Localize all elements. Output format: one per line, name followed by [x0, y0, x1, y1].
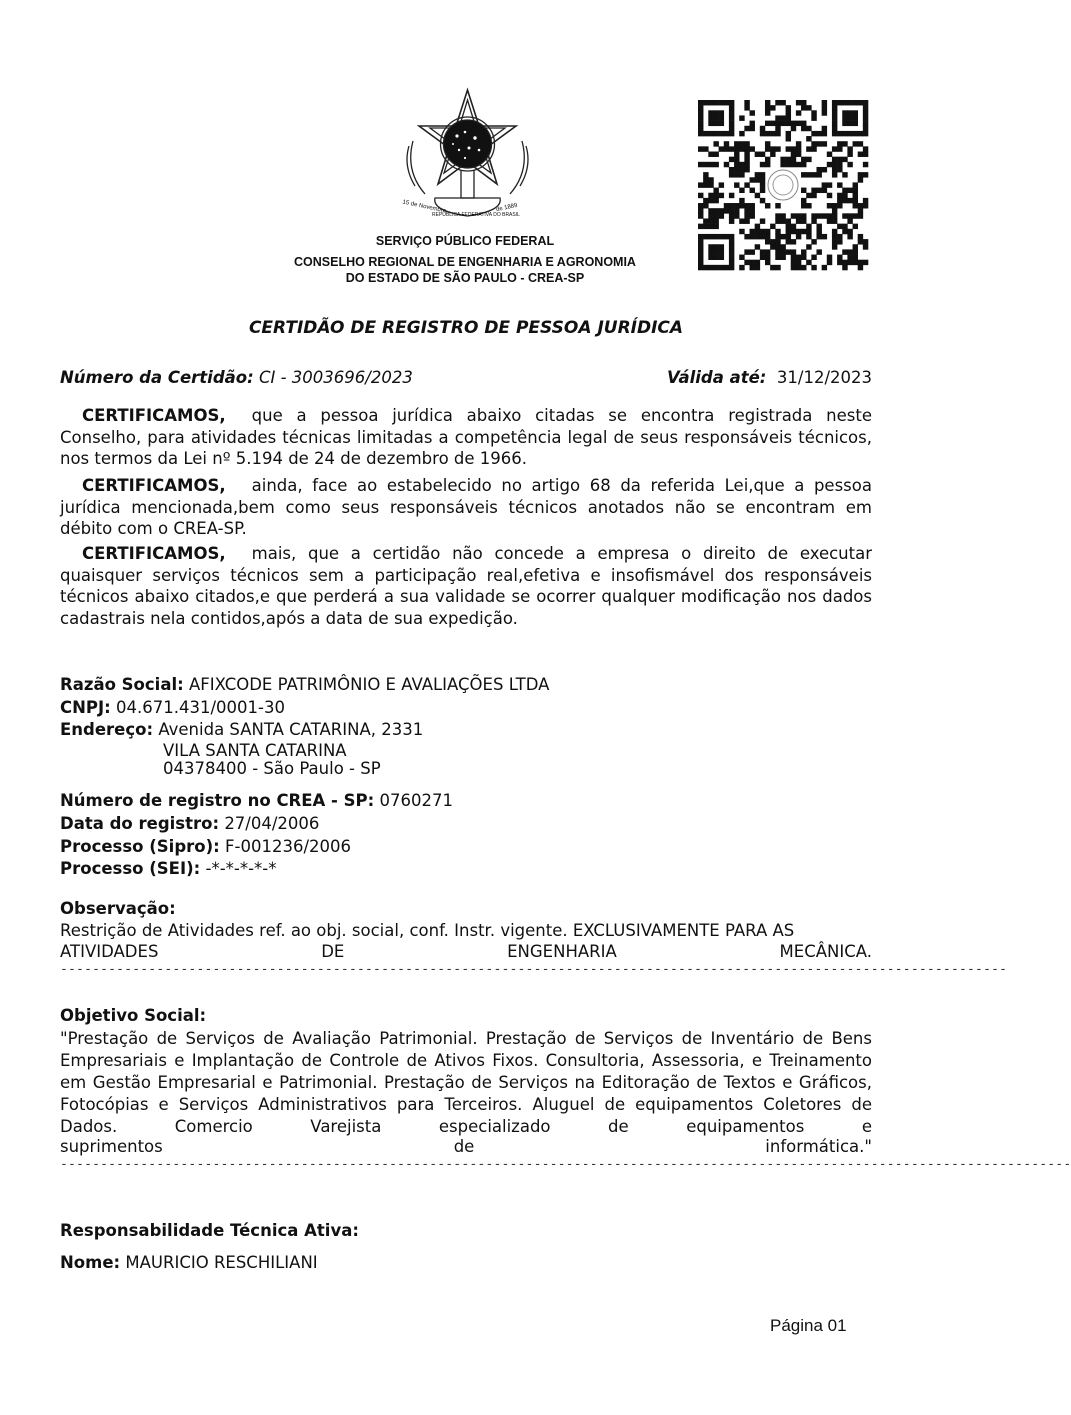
endereco-line2: VILA SANTA CATARINA: [163, 741, 347, 760]
observacao-line2: [60, 941, 872, 963]
cnpj-label: CNPJ:: [60, 698, 111, 717]
header-service: SERVIÇO PÚBLICO FEDERAL: [375, 234, 555, 248]
razao-social: [60, 674, 549, 696]
certification-paragraph: [60, 475, 872, 540]
objetivo-word: de: [453, 1137, 475, 1156]
responsabilidade-label-text: Responsabilidade Técnica Ativa:: [60, 1221, 359, 1240]
certification-paragraph: [60, 543, 872, 629]
processo-sipro: [60, 836, 351, 858]
registro-data-value: 27/04/2006: [224, 814, 320, 833]
observacao-line1: Restrição de Atividades ref. ao obj. social, conf. Instr. vigente. EXCLUSIVAMENTE PARA AS: [60, 921, 795, 940]
certificate-validity-label: Válida até:: [666, 368, 767, 387]
certificate-number-label: Número da Certidão:: [60, 368, 254, 387]
endereco-line3: 04378400 - São Paulo - SP: [163, 759, 381, 778]
endereco-line1: Avenida SANTA CATARINA, 2331: [158, 720, 424, 739]
certificate-validity-value: 31/12/2023: [776, 368, 872, 387]
registro-numero-label: Número de registro no CREA - SP:: [60, 791, 375, 810]
razao-social-value: AFIXCODE PATRIMÔNIO E AVALIAÇÕES LTDA: [188, 675, 550, 694]
seal-date-right: de 1889: [495, 202, 519, 214]
objetivo-word: informática.": [765, 1137, 872, 1156]
paragraph-text: mais, que a certidão não concede a empresa o direito de executar quaisquer serviços técnicos sem a participação real,efetiva e insofismável dos responsáveis técnicos abaixo citados,e que perderá a sua validade se ocorrer qualquer modificação nos dados cadastrais nela contidos,após a data de sua expedição.: [60, 544, 872, 628]
observacao-word: ATIVIDADES: [60, 942, 159, 961]
processo-sipro-label: Processo (Sipro):: [60, 837, 220, 856]
paragraph-lead: CERTIFICAMOS,: [82, 544, 226, 563]
registro-numero-value: 0760271: [379, 791, 453, 810]
observacao-word: DE: [321, 942, 345, 961]
observacao-word: MECÂNICA.: [779, 942, 872, 961]
objetivo-divider: ------------------------------------------------------------------------------------------------------------------------------: [60, 1157, 1071, 1172]
observacao-label-text: Observação:: [60, 899, 176, 918]
responsabilidade-label: [60, 1220, 359, 1242]
seal-date-left: 15 de Novembro: [401, 199, 447, 215]
certificate-number-value: CI - 3003696/2023: [258, 368, 413, 387]
processo-sei-label: Processo (SEI):: [60, 859, 201, 878]
objetivo-label-text: Objetivo Social:: [60, 1006, 207, 1025]
razao-social-label: Razão Social:: [60, 675, 184, 694]
processo-sei: [60, 858, 277, 880]
seal-text: REPÚBLICA FEDERATIVA DO BRASIL: [432, 212, 520, 218]
endereco: [60, 719, 423, 741]
objetivo-label: [60, 1005, 206, 1027]
objetivo-text: "Prestação de Serviços de Avaliação Patrimonial. Prestação de Serviços de Inventário de Bens Empresariais e Implantação de Controle de Ativos Fixos. Consultoria, Assessoria, e Treinamento em Gestão Empresarial e Patrimonial. Prestação de Serviços na Editoração de Textos e Gráficos, Fotocópias e Serviços Administrativos para Terceiros. Aluguel de equipamentos Coletores de Dados. Comercio Varejista especializado de equipamentos e: [60, 1029, 872, 1136]
page-number: Página 01: [770, 1316, 847, 1335]
responsavel-nome: [60, 1252, 318, 1274]
paragraph-lead: CERTIFICAMOS,: [82, 406, 226, 425]
endereco-label: Endereço:: [60, 720, 154, 739]
processo-sei-value: -*-*-*-*-*: [205, 859, 277, 878]
header-council-line2: DO ESTADO DE SÃO PAULO - CREA-SP: [345, 271, 585, 285]
registro-numero: [60, 790, 453, 812]
cnpj: [60, 697, 285, 719]
cnpj-value: 04.671.431/0001-30: [116, 698, 285, 717]
paragraph-text: ainda, face ao estabelecido no artigo 68 da referida Lei,que a pessoa jurídica mencionada,bem como seus responsáveis técnicos anotados não se encontram em débito com o CREA-SP.: [60, 476, 872, 538]
certificate-validity: [667, 367, 872, 389]
responsavel-nome-value: MAURICIO RESCHILIANI: [125, 1253, 318, 1272]
processo-sipro-value: F-001236/2006: [225, 837, 351, 856]
registro-data: [60, 813, 319, 835]
objetivo-last-line: [60, 1136, 872, 1158]
document-title: CERTIDÃO DE REGISTRO DE PESSOA JURÍDICA: [248, 318, 684, 338]
observacao-divider: ----------------------------------------------------------------------------------------------------------------------: [60, 962, 1008, 977]
certification-paragraph: [60, 405, 872, 470]
qr-code: [698, 100, 868, 270]
observacao-label: [60, 898, 176, 920]
observacao-word: ENGENHARIA: [507, 942, 617, 961]
objetivo-word: suprimentos: [60, 1137, 163, 1156]
certificate-number: [60, 367, 413, 389]
header-council-line1: CONSELHO REGIONAL DE ENGENHARIA E AGRONOMIA: [294, 255, 636, 269]
responsavel-nome-label: Nome:: [60, 1253, 121, 1272]
registro-data-label: Data do registro:: [60, 814, 220, 833]
paragraph-lead: CERTIFICAMOS,: [82, 476, 226, 495]
coat-of-arms-seal: [395, 86, 540, 231]
paragraph-text: que a pessoa jurídica abaixo citadas se encontra registrada neste Conselho, para atividades técnicas limitadas a competência legal de seus responsáveis técnicos, nos termos da Lei nº 5.194 de 24 de dezembro de 1966.: [60, 406, 872, 468]
